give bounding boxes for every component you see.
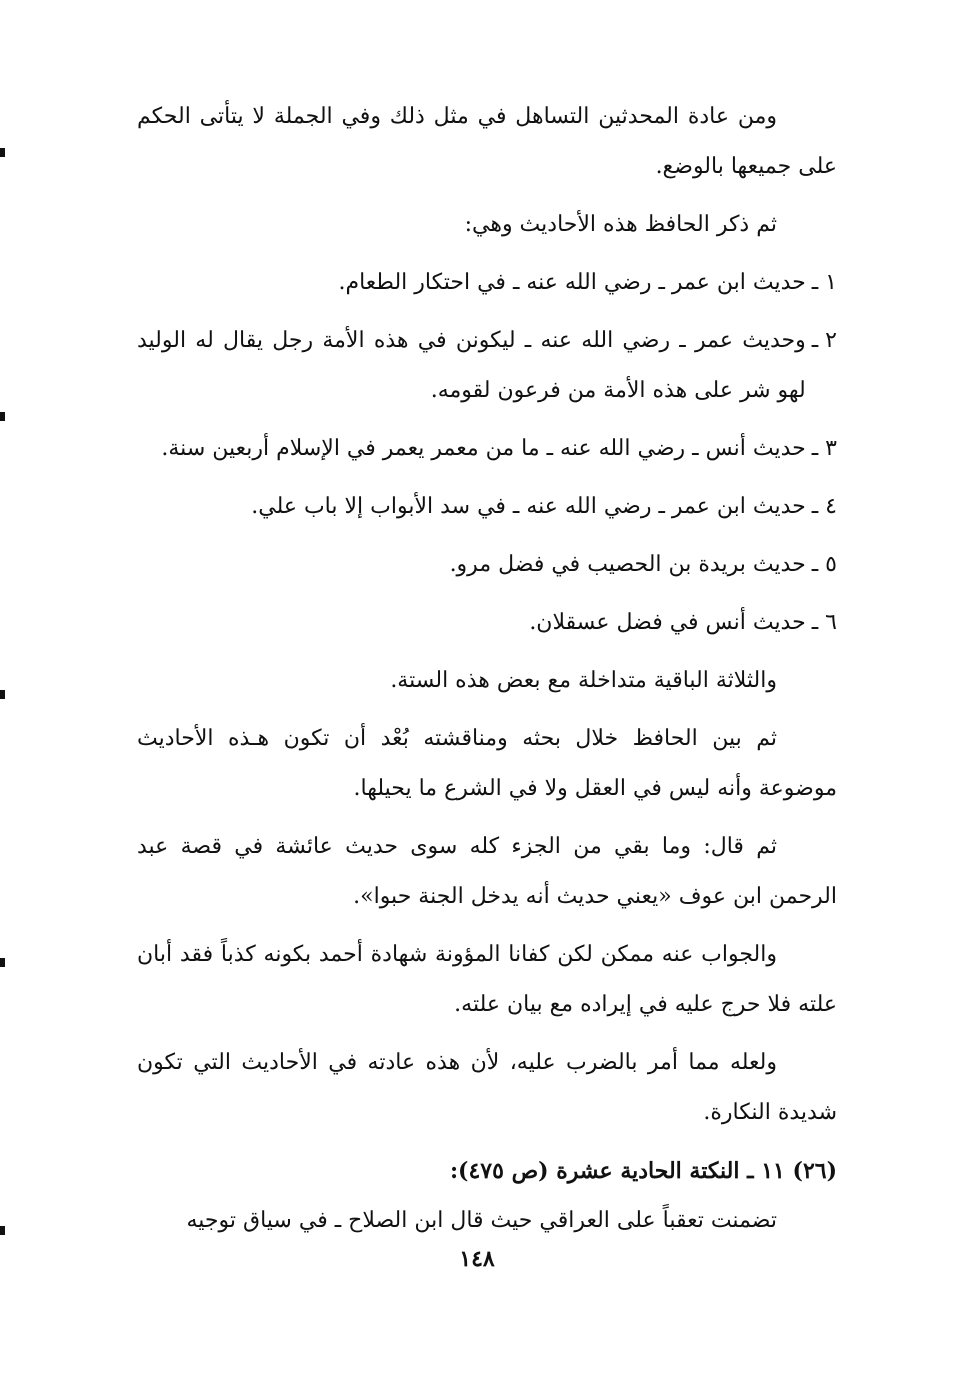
paragraph: ثم بين الحافظ خلال بحثه ومناقشته بُعْد أن تكون هـذه الأحاديث موضوعة وأنه ليس في العقل ولا في الشرع ما يحيلها. bbox=[137, 726, 837, 801]
list-item-text: حديث ابن عمر ـ رضي الله عنه ـ في سد الأبواب إلا باب علي. bbox=[251, 494, 806, 519]
paragraph: ومن عادة المحدثين التساهل في مثل ذلك وفي الجملة لا يتأتى الحكم على جميعها بالوضع. bbox=[137, 104, 837, 179]
paragraph: ولعله مما أمر بالضرب عليه، لأن هذه عادته في الأحاديث التي تكون شديدة النكارة. bbox=[137, 1050, 837, 1125]
list-item-text: حديث ابن عمر ـ رضي الله عنه ـ في احتكار الطعام. bbox=[338, 270, 806, 295]
paragraph: تضمنت تعقباً على العراقي حيث قال ابن الصلاح ـ في سياق توجيه bbox=[186, 1208, 777, 1233]
list-item-number: ٥ ـ bbox=[811, 552, 837, 577]
list-item bbox=[137, 316, 837, 416]
scan-edge-mark bbox=[0, 1226, 5, 1235]
section-heading: (٢٦) ١١ ـ النكتة الحادية عشرة (ص ٤٧٥): bbox=[449, 1158, 837, 1184]
scan-edge-mark bbox=[0, 690, 5, 699]
list-item bbox=[137, 598, 837, 648]
paragraph: ثم ذكر الحافظ هذه الأحاديث وهي: bbox=[464, 212, 777, 237]
list-item-text: حديث أنس في فضل عسقلان. bbox=[529, 610, 806, 635]
list-item bbox=[137, 258, 837, 308]
scan-edge-mark bbox=[0, 148, 5, 157]
body-text bbox=[137, 92, 837, 1254]
list-item bbox=[137, 482, 837, 532]
list-item bbox=[137, 540, 837, 590]
list-item-number: ٣ ـ bbox=[811, 436, 837, 461]
list-item-text: حديث أنس ـ رضي الله عنه ـ ما من معمر يعمر في الإسلام أربعين سنة. bbox=[161, 436, 806, 461]
paragraph: والثلاثة الباقية متداخلة مع بعض هذه الستة. bbox=[390, 668, 777, 693]
list-item-number: ١ ـ bbox=[811, 270, 837, 295]
paragraph: والجواب عنه ممكن لكن كفانا المؤونة شهادة أحمد بكونه كذباً فقد أبان علته فلا حرج عليه في إيراده مع بيان علته. bbox=[137, 942, 837, 1017]
list-item-text: وحديث عمر ـ رضي الله عنه ـ ليكونن في هذه الأمة رجل يقال له الوليد لهو شر على هذه الأمة من فرعون لقومه. bbox=[137, 328, 806, 403]
paragraph: ثم قال: وما بقي من الجزء كله سوى حديث عائشة في قصة عبد الرحمن ابن عوف «يعني حديث أنه يدخل الجنة حبوا». bbox=[137, 834, 837, 909]
list-item-text: حديث بريدة بن الحصيب في فضل مرو. bbox=[449, 552, 806, 577]
list-item-number: ٢ ـ bbox=[811, 328, 837, 353]
list-item bbox=[137, 424, 837, 474]
scan-edge-mark bbox=[0, 958, 5, 967]
scan-edge-mark bbox=[0, 412, 5, 421]
list-item-number: ٤ ـ bbox=[811, 494, 837, 519]
list-item-number: ٦ ـ bbox=[811, 610, 837, 635]
page-number: ١٤٨ bbox=[459, 1246, 495, 1272]
